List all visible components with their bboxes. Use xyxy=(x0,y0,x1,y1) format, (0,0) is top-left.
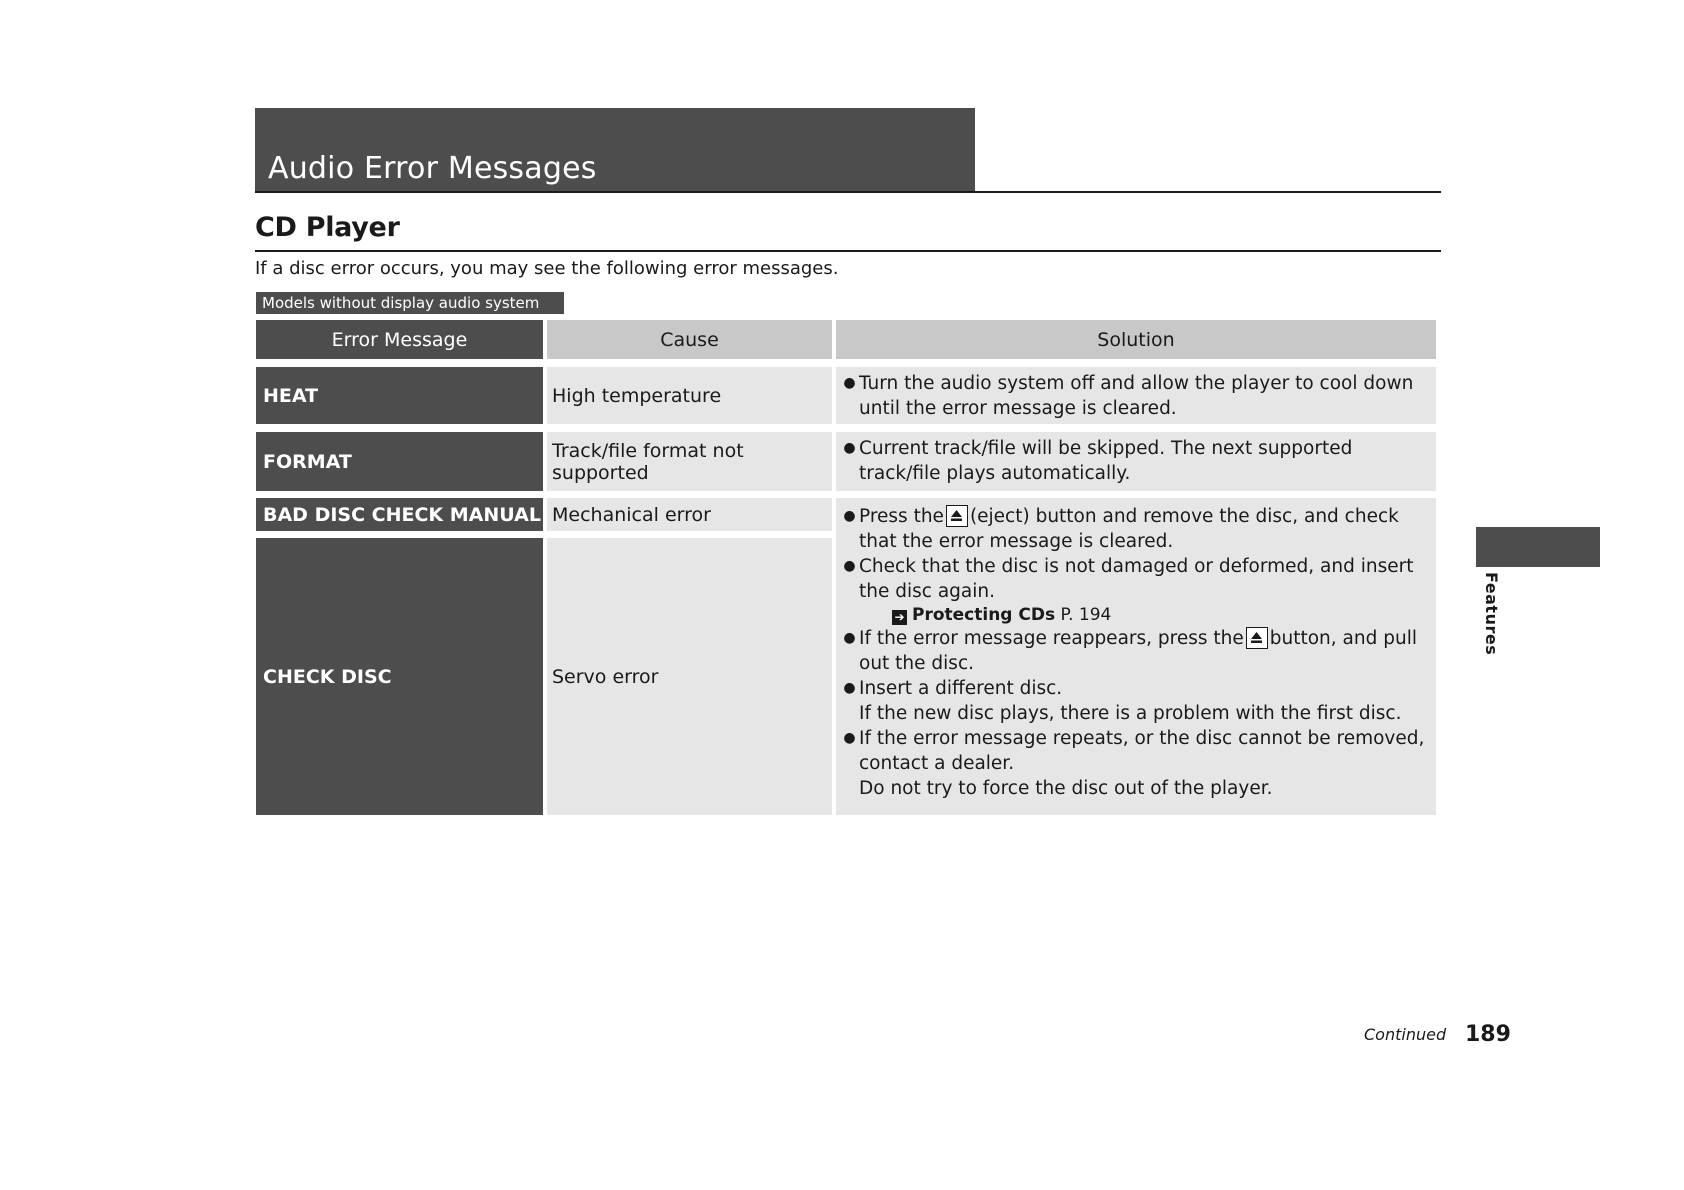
solution-cell xyxy=(836,367,1436,424)
solution-text-part: (eject) button and remove the disc, and check that the error message is cleared. xyxy=(859,506,1399,552)
side-tab-label: Features xyxy=(1482,572,1501,656)
solution-text-part: button, and pull out the disc. xyxy=(859,628,1417,674)
error-message-cell: CHECK DISC xyxy=(256,538,543,815)
page-number: 189 xyxy=(1465,1022,1511,1047)
solution-text: Turn the audio system off and allow the player to cool down until the error message is cleared. xyxy=(859,373,1414,419)
header-solution: Solution xyxy=(836,320,1436,359)
side-tab xyxy=(1476,527,1600,567)
model-tag: Models without display audio system xyxy=(256,292,564,314)
solution-text-part: Press the xyxy=(859,506,944,527)
solution-text-part: If the error message reappears, press the xyxy=(859,628,1244,649)
solution-bullet xyxy=(840,504,1426,554)
solution-text: Current track/file will be skipped. The next supported track/file plays automatically. xyxy=(859,438,1353,484)
shared-solution-cell xyxy=(836,498,1436,815)
cross-reference[interactable] xyxy=(840,604,1426,626)
solution-bullet xyxy=(840,554,1426,604)
error-message-cell: HEAT xyxy=(256,367,543,424)
solution-bullet xyxy=(840,676,1426,726)
eject-icon xyxy=(946,505,968,527)
section-title: Audio Error Messages xyxy=(268,151,597,186)
section-rule xyxy=(255,191,1441,193)
bullet-dot: ● xyxy=(843,630,856,646)
solution-line: If the error message repeats, or the disc cannot be removed, contact a dealer. xyxy=(859,728,1425,774)
subheading-rule xyxy=(255,250,1441,252)
solution-text xyxy=(859,626,1426,676)
error-message-cell: FORMAT xyxy=(256,432,543,491)
eject-icon xyxy=(1246,627,1268,649)
solution-text: Check that the disc is not damaged or deformed, and insert the disc again. xyxy=(859,556,1414,602)
header-cause: Cause xyxy=(547,320,832,359)
bullet-dot: ● xyxy=(843,730,856,746)
cross-reference-page: P. 194 xyxy=(1060,605,1112,625)
solution-bullet xyxy=(840,371,1426,421)
solution-bullet xyxy=(840,436,1426,486)
bullet-dot: ● xyxy=(843,680,856,696)
error-message-cell: BAD DISC CHECK MANUAL xyxy=(256,498,543,531)
cross-reference-arrow-icon: ➔ xyxy=(892,610,907,625)
bullet-dot: ● xyxy=(843,508,856,524)
cause-cell: Servo error xyxy=(547,538,832,815)
solution-bullet xyxy=(840,726,1426,801)
section-banner xyxy=(255,108,975,192)
solution-line: Insert a different disc. xyxy=(859,678,1063,699)
header-error-message: Error Message xyxy=(256,320,543,359)
continued-label: Continued xyxy=(1364,1025,1447,1044)
bullet-dot: ● xyxy=(843,558,856,574)
subheading: CD Player xyxy=(255,212,400,243)
solution-text xyxy=(859,504,1426,554)
cause-cell: High temperature xyxy=(547,367,832,424)
solution-text xyxy=(859,726,1426,801)
bullet-dot: ● xyxy=(843,375,856,391)
solution-text xyxy=(859,676,1426,726)
solution-bullet xyxy=(840,626,1426,676)
intro-text: If a disc error occurs, you may see the following error messages. xyxy=(255,258,839,279)
cross-reference-title[interactable]: Protecting CDs xyxy=(912,605,1056,625)
cause-cell: Mechanical error xyxy=(547,498,832,531)
solution-cell xyxy=(836,432,1436,491)
solution-line: If the new disc plays, there is a problem with the first disc. xyxy=(859,703,1402,724)
bullet-dot: ● xyxy=(843,440,856,456)
solution-line: Do not try to force the disc out of the player. xyxy=(859,778,1273,799)
cause-cell: Track/file format not supported xyxy=(547,432,832,491)
